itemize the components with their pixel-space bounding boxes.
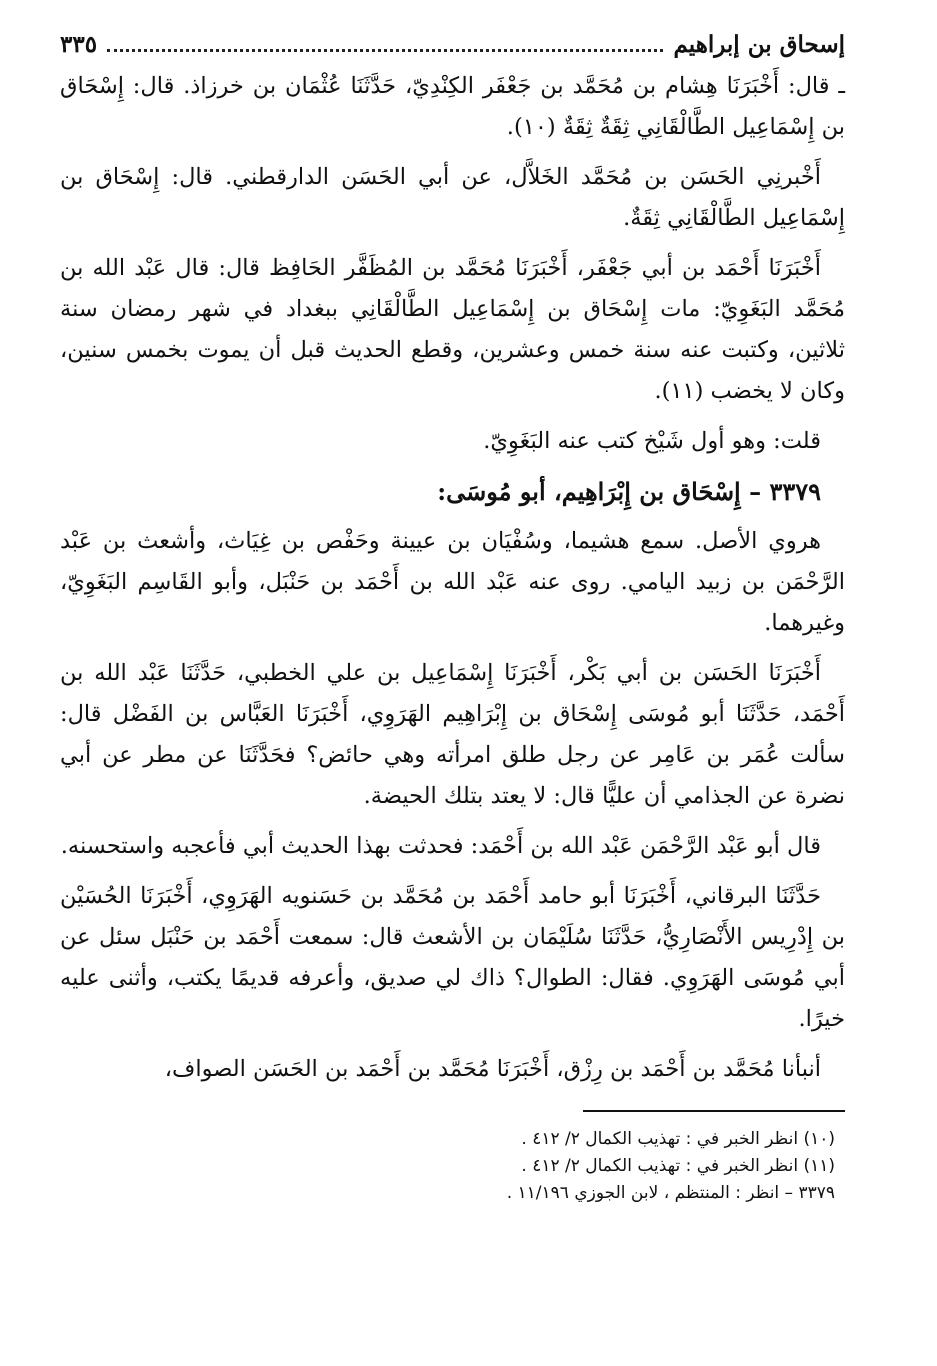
footnotes bbox=[60, 1126, 845, 1207]
entry-heading: ٣٣٧٩ – إِسْحَاق بن إِبْرَاهِيم، أبو مُوسَى: bbox=[437, 477, 821, 506]
footnote: (١٠) انظر الخبر في : تهذيب الكمال ٢/ ٤١٢ . bbox=[521, 1129, 835, 1149]
paragraph: حَدَّثَنَا البرقاني، أَخْبَرَنَا أبو حامد أَحْمَد بن مُحَمَّد بن حَسَنويه الهَرَوِي، أَخْبَرَنَا الحُسَيْن بن إِدْرِيس الأَنْصَارِيُّ، حَدَّثَنَا سُلَيْمَان بن الأشعث قال: سمعت أَحْمَد بن حَنْبَل سئل عن أبي مُوسَى الهَرَوِي. فقال: الطوال؟ ذاك لي صديق، وأعرفه قديمًا يكتب، وأثنى عليه خيرًا. bbox=[60, 883, 845, 1032]
paragraph: أَخْبَرَنَا أَحْمَد بن أبي جَعْفَر، أَخْبَرَنَا مُحَمَّد بن المُظَفَّر الحَافِظ قال: قال عَبْد الله بن مُحَمَّد البَغَوِيّ: مات إِسْحَاق بن إِسْمَاعِيل الطَّالْقَانِي ببغداد في شهر رمضان سنة ثلاثين، وكتبت عنه سنة خمس وعشرين، وقطع الحديث قبل أن يموت بخمس سنين، وكان لا يخضب (١١). bbox=[60, 255, 845, 404]
running-header bbox=[60, 28, 845, 66]
paragraph: أنبأنا مُحَمَّد بن أَحْمَد بن رِزْق، أَخْبَرَنَا مُحَمَّد بن أَحْمَد بن الحَسَن الصواف، bbox=[164, 1056, 821, 1082]
paragraph: أَخْبرنِي الحَسَن بن مُحَمَّد الخَلاَّل، عن أبي الحَسَن الدارقطني. قال: إِسْحَاق بن إِسْمَاعِيل الطَّالْقَانِي ثِقَةٌ. bbox=[60, 164, 845, 231]
paragraph: قلت: وهو أول شَيْخ كتب عنه البَغَوِيّ. bbox=[483, 428, 821, 454]
footnote-separator bbox=[583, 1110, 845, 1112]
main-text bbox=[60, 66, 845, 1090]
footnote: (١١) انظر الخبر في : تهذيب الكمال ٢/ ٤١٢ . bbox=[521, 1156, 835, 1176]
page-number: ٣٣٥ bbox=[60, 31, 98, 58]
paragraph: أَخْبَرَنَا الحَسَن بن أبي بَكْر، أَخْبَرَنَا إِسْمَاعِيل بن علي الخطبي، حَدَّثَنَا عَبْد الله بن أَحْمَد، حَدَّثَنَا أبو مُوسَى إِسْحَاق بن إِبْرَاهِيم الهَرَوِي، أَخْبَرَنَا العَبَّاس بن الفَضْل قال: سألت عُمَر بن عَامِر عن رجل طلق امرأته وهي حائض؟ فحَدَّثَنَا عن مطر عن أبي نضرة عن الجذامي أن عليًّا قال: لا يعتد بتلك الحيضة. bbox=[60, 660, 845, 809]
footnote: ٣٣٧٩ – انظر : المنتظم ، لابن الجوزي ١١/١٩٦ . bbox=[506, 1183, 835, 1203]
paragraph: قال أبو عَبْد الرَّحْمَن عَبْد الله بن أَحْمَد: فحدثت بهذا الحديث أبي فأعجبه واستحسنه. bbox=[60, 833, 821, 859]
book-page bbox=[60, 28, 845, 1346]
header-title: إسحاق بن إبراهيم bbox=[673, 31, 845, 58]
paragraph: هروي الأصل. سمع هشيما، وسُفْيَان بن عيينة وحَفْص بن غِيَاث، وأشعث بن عَبْد الرَّحْمَن بن زبيد اليامي. روى عنه عَبْد الله بن أَحْمَد بن حَنْبَل، وأبو القَاسِم البَغَوِيّ، وغيرهما. bbox=[60, 528, 845, 636]
paragraph: ـ قال: أَخْبَرَنَا هِشام بن مُحَمَّد بن جَعْفَر الكِنْدِيّ، حَدَّثَنَا عُثْمَان بن خرزاذ. قال: إِسْحَاق بن إِسْمَاعِيل الطَّالْقَانِي ثِقَةٌ ثِقَةٌ (١٠). bbox=[60, 73, 845, 140]
header-dot-leader bbox=[107, 48, 663, 52]
